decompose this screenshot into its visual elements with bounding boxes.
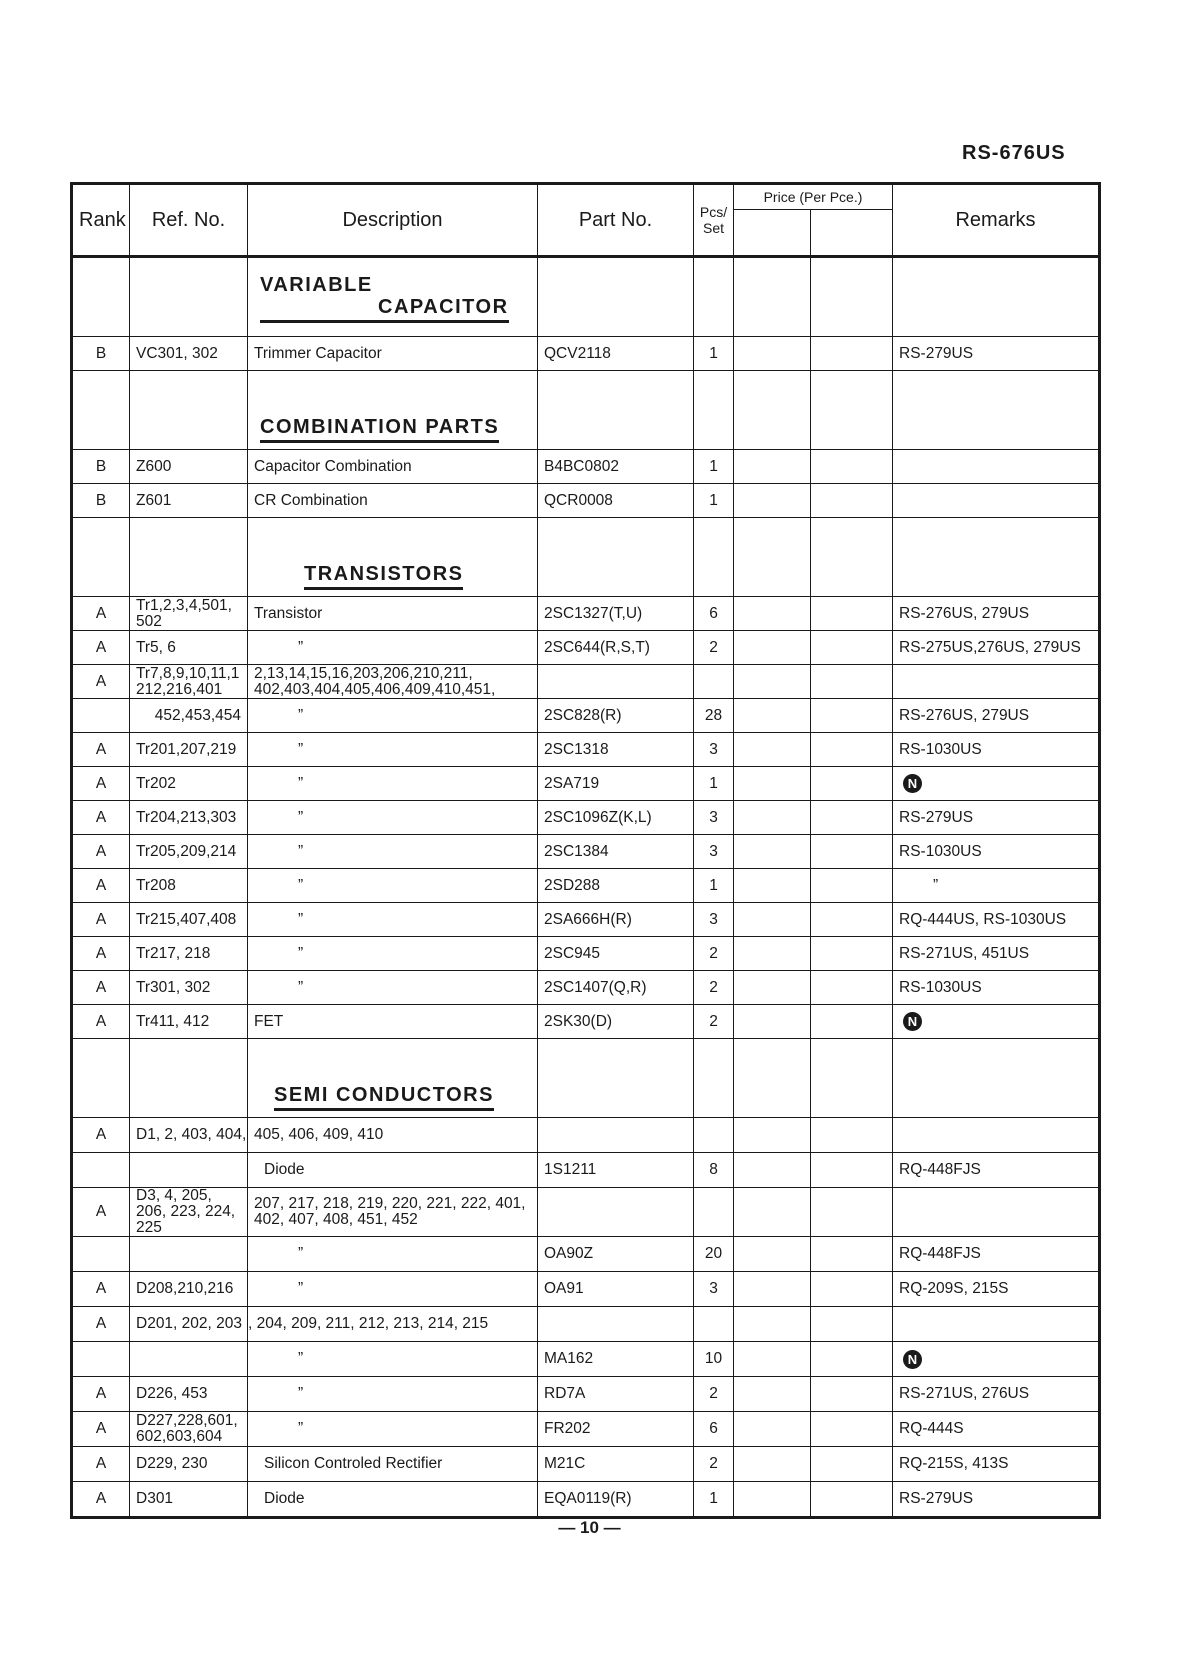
rank-cell: A	[72, 903, 130, 937]
table-row	[72, 337, 1100, 371]
rank-cell: A	[72, 665, 130, 699]
ref-cell: Tr215,407,408	[130, 903, 248, 937]
table-row	[72, 1412, 1100, 1447]
header-price-1	[734, 210, 811, 257]
remarks-cell	[893, 1342, 1100, 1377]
pcs-cell: 6	[694, 597, 734, 631]
rank-cell: A	[72, 1307, 130, 1342]
ref-cell: D201, 202, 203	[130, 1307, 248, 1342]
rank-cell: B	[72, 484, 130, 518]
pcs-cell: 3	[694, 1272, 734, 1307]
table-row	[72, 869, 1100, 903]
ref-cell: D227,228,601, 602,603,604	[130, 1412, 248, 1447]
part-cell: MA162	[538, 1342, 694, 1377]
ref-cell: Tr201,207,219	[130, 733, 248, 767]
ditto-mark: ”	[248, 869, 538, 903]
table-row	[72, 801, 1100, 835]
rank-cell: A	[72, 1412, 130, 1447]
table-row	[72, 597, 1100, 631]
part-cell: OA91	[538, 1272, 694, 1307]
desc-cell: Diode	[248, 1482, 538, 1518]
page-number: — 10 —	[558, 1518, 621, 1537]
table-row	[72, 733, 1100, 767]
section-combination-parts: COMBINATION PARTS	[248, 371, 538, 450]
section-semi-conductors: SEMI CONDUCTORS	[248, 1039, 538, 1118]
ditto-mark: ”	[248, 631, 538, 665]
pcs-cell: 2	[694, 971, 734, 1005]
remarks-cell: RQ-209S, 215S	[893, 1272, 1100, 1307]
desc-cell: Trimmer Capacitor	[248, 337, 538, 371]
table-row	[72, 937, 1100, 971]
pcs-cell: 6	[694, 1412, 734, 1447]
ditto-mark: ”	[248, 1272, 538, 1307]
remarks-cell	[893, 1005, 1100, 1039]
pcs-cell: 2	[694, 1447, 734, 1482]
remarks-cell: RS-279US	[893, 337, 1100, 371]
table-row	[72, 1237, 1100, 1272]
ditto-mark: ”	[248, 1237, 538, 1272]
section-row	[72, 518, 1100, 597]
part-cell: 2SC828(R)	[538, 699, 694, 733]
remarks-cell: RS-1030US	[893, 835, 1100, 869]
rank-cell: A	[72, 869, 130, 903]
rank-cell: A	[72, 631, 130, 665]
part-cell: B4BC0802	[538, 450, 694, 484]
header-price-2	[811, 210, 893, 257]
part-cell: 2SC644(R,S,T)	[538, 631, 694, 665]
rank-cell: A	[72, 937, 130, 971]
table-row	[72, 665, 1100, 699]
desc-cell: Diode	[248, 1153, 538, 1188]
pcs-cell: 3	[694, 835, 734, 869]
part-cell: 1S1211	[538, 1153, 694, 1188]
header-price: Price (Per Pce.)	[734, 184, 893, 210]
pcs-cell: 1	[694, 337, 734, 371]
pcs-cell: 10	[694, 1342, 734, 1377]
part-cell: 2SA666H(R)	[538, 903, 694, 937]
ref-continuation: 2,13,14,15,16,203,206,210,211, 402,403,404,405,406,409,410,451,	[248, 665, 538, 699]
desc-cell: Transistor	[248, 597, 538, 631]
remarks-cell: RQ-444S	[893, 1412, 1100, 1447]
ref-cell: D229, 230	[130, 1447, 248, 1482]
remarks-cell: RS-276US, 279US	[893, 597, 1100, 631]
desc-cell: CR Combination	[248, 484, 538, 518]
table-row	[72, 631, 1100, 665]
remarks-cell	[893, 450, 1100, 484]
part-cell: 2SC1318	[538, 733, 694, 767]
remarks-cell: RS-1030US	[893, 971, 1100, 1005]
part-cell: 2SK30(D)	[538, 1005, 694, 1039]
part-cell: 2SA719	[538, 767, 694, 801]
pcs-cell: 3	[694, 801, 734, 835]
new-part-icon: N	[903, 774, 922, 793]
section-transistors: TRANSISTORS	[248, 518, 538, 597]
table-row	[72, 1005, 1100, 1039]
part-cell: 2SC945	[538, 937, 694, 971]
table-row	[72, 1188, 1100, 1237]
pcs-cell: 1	[694, 450, 734, 484]
table-row	[72, 1118, 1100, 1153]
ref-cell: Tr7,8,9,10,11,1 212,216,401	[130, 665, 248, 699]
section-row	[72, 257, 1100, 337]
ditto-mark: ”	[248, 835, 538, 869]
table-row	[72, 767, 1100, 801]
pcs-cell: 2	[694, 937, 734, 971]
pcs-cell: 2	[694, 1005, 734, 1039]
ref-cell: D1, 2, 403, 404,	[130, 1118, 248, 1153]
pcs-cell: 1	[694, 767, 734, 801]
ditto-mark: ”	[248, 971, 538, 1005]
desc-cell: Capacitor Combination	[248, 450, 538, 484]
ditto-mark: ”	[248, 1377, 538, 1412]
rank-cell: A	[72, 1377, 130, 1412]
remarks-cell	[893, 484, 1100, 518]
pcs-cell: 8	[694, 1153, 734, 1188]
ref-cell: Tr205,209,214	[130, 835, 248, 869]
remarks-cell: RS-275US,276US, 279US	[893, 631, 1100, 665]
part-cell: 2SC1407(Q,R)	[538, 971, 694, 1005]
rank-cell: A	[72, 1005, 130, 1039]
section-variable-capacitor: VARIABLE CAPACITOR	[248, 257, 538, 337]
table-row	[72, 1482, 1100, 1518]
ref-cell: Tr217, 218	[130, 937, 248, 971]
table-row	[72, 971, 1100, 1005]
table-row	[72, 699, 1100, 733]
table-row	[72, 835, 1100, 869]
model-number: RS-676US	[962, 142, 1066, 164]
rank-cell: A	[72, 1482, 130, 1518]
remarks-cell: RQ-215S, 413S	[893, 1447, 1100, 1482]
ditto-mark: ”	[248, 1412, 538, 1447]
ref-cell: Tr1,2,3,4,501, 502	[130, 597, 248, 631]
part-cell: 2SC1327(T,U)	[538, 597, 694, 631]
table-row	[72, 1272, 1100, 1307]
ditto-mark: ”	[248, 903, 538, 937]
rank-cell: B	[72, 337, 130, 371]
remarks-cell: RQ-444US, RS-1030US	[893, 903, 1100, 937]
header-remarks: Remarks	[893, 184, 1100, 257]
part-cell: RD7A	[538, 1377, 694, 1412]
rank-cell: A	[72, 1188, 130, 1237]
remarks-cell: RS-279US	[893, 801, 1100, 835]
part-cell: M21C	[538, 1447, 694, 1482]
ditto-mark: ”	[248, 767, 538, 801]
pcs-cell: 1	[694, 484, 734, 518]
remarks-cell: RS-1030US	[893, 733, 1100, 767]
pcs-cell: 1	[694, 869, 734, 903]
header-rank: Rank	[72, 184, 130, 257]
section-row	[72, 1039, 1100, 1118]
part-cell: 2SC1384	[538, 835, 694, 869]
remarks-cell: RQ-448FJS	[893, 1153, 1100, 1188]
pcs-cell: 20	[694, 1237, 734, 1272]
ref-cell: D226, 453	[130, 1377, 248, 1412]
table-row	[72, 1447, 1100, 1482]
ref-cell: Tr5, 6	[130, 631, 248, 665]
rank-cell: A	[72, 767, 130, 801]
rank-cell: B	[72, 450, 130, 484]
part-cell: OA90Z	[538, 1237, 694, 1272]
rank-cell: A	[72, 801, 130, 835]
part-cell: QCV2118	[538, 337, 694, 371]
ref-cell: VC301, 302	[130, 337, 248, 371]
remarks-cell: RS-276US, 279US	[893, 699, 1100, 733]
desc-cell: Silicon Controled Rectifier	[248, 1447, 538, 1482]
ref-cell: D3, 4, 205, 206, 223, 224, 225	[130, 1188, 248, 1237]
remarks-cell: RS-271US, 276US	[893, 1377, 1100, 1412]
ditto-mark: ”	[248, 733, 538, 767]
pcs-cell: 2	[694, 631, 734, 665]
table-row	[72, 1342, 1100, 1377]
ref-cell: Tr202	[130, 767, 248, 801]
rank-cell: A	[72, 1272, 130, 1307]
desc-cell: FET	[248, 1005, 538, 1039]
remarks-cell: RS-279US	[893, 1482, 1100, 1518]
ref-continuation: , 204, 209, 211, 212, 213, 214, 215	[248, 1307, 538, 1342]
table-row	[72, 484, 1100, 518]
section-row	[72, 371, 1100, 450]
part-cell: FR202	[538, 1412, 694, 1447]
ref-cell: Tr204,213,303	[130, 801, 248, 835]
header-part-no: Part No.	[538, 184, 694, 257]
ref-cell: Tr301, 302	[130, 971, 248, 1005]
parts-list-table	[70, 182, 1101, 1519]
ref-continuation: 405, 406, 409, 410	[248, 1118, 538, 1153]
rank-cell: A	[72, 971, 130, 1005]
table-row	[72, 450, 1100, 484]
ref-cell: D301	[130, 1482, 248, 1518]
rank-cell: A	[72, 835, 130, 869]
ditto-mark: ”	[248, 937, 538, 971]
ditto-mark: ”	[248, 801, 538, 835]
rank-cell: A	[72, 1118, 130, 1153]
table-row	[72, 1307, 1100, 1342]
new-part-icon: N	[903, 1012, 922, 1031]
ref-cell: Tr208	[130, 869, 248, 903]
rank-cell: A	[72, 597, 130, 631]
ditto-mark: ”	[248, 699, 538, 733]
part-cell: 2SD288	[538, 869, 694, 903]
ref-cell: D208,210,216	[130, 1272, 248, 1307]
ditto-mark: ”	[893, 869, 1100, 903]
remarks-cell: RQ-448FJS	[893, 1237, 1100, 1272]
rank-cell: A	[72, 1447, 130, 1482]
remarks-cell: RS-271US, 451US	[893, 937, 1100, 971]
pcs-cell: 28	[694, 699, 734, 733]
header-pcs-set: Pcs/ Set	[694, 184, 734, 257]
table-row	[72, 903, 1100, 937]
ref-cell: Z600	[130, 450, 248, 484]
ref-cell: 452,453,454	[130, 699, 248, 733]
pcs-cell: 3	[694, 903, 734, 937]
ditto-mark: ”	[248, 1342, 538, 1377]
rank-cell: A	[72, 733, 130, 767]
header-ref-no: Ref. No.	[130, 184, 248, 257]
ref-continuation: 207, 217, 218, 219, 220, 221, 222, 401, 402, 407, 408, 451, 452	[248, 1188, 538, 1237]
table-row	[72, 1377, 1100, 1412]
pcs-cell: 3	[694, 733, 734, 767]
ref-cell: Z601	[130, 484, 248, 518]
header-description: Description	[248, 184, 538, 257]
remarks-cell	[893, 767, 1100, 801]
part-cell: 2SC1096Z(K,L)	[538, 801, 694, 835]
part-cell: EQA0119(R)	[538, 1482, 694, 1518]
ref-cell: Tr411, 412	[130, 1005, 248, 1039]
new-part-icon: N	[903, 1350, 922, 1369]
table-row	[72, 1153, 1100, 1188]
pcs-cell: 1	[694, 1482, 734, 1518]
pcs-cell: 2	[694, 1377, 734, 1412]
part-cell: QCR0008	[538, 484, 694, 518]
